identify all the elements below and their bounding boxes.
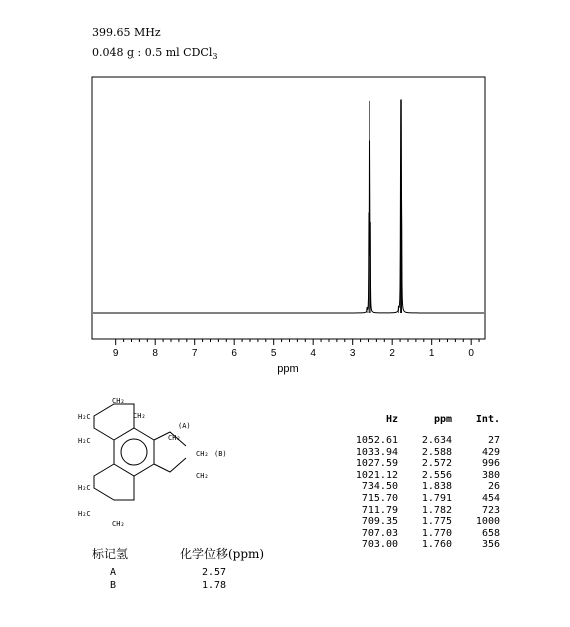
sample-unit: g [127, 46, 135, 59]
x-tick-label: 8 [152, 348, 158, 359]
peak-table [340, 414, 500, 551]
x-tick-label: 4 [310, 348, 316, 359]
x-tick-label: 1 [428, 348, 435, 359]
peak-ppm: 1.782 [421, 504, 452, 516]
x-tick-label: 6 [231, 348, 237, 359]
lower-ring-bonds [94, 464, 134, 500]
assign-col-shift: 化学位移(ppm) [180, 547, 265, 561]
spectrum-trace [93, 100, 484, 313]
peak-table-row [340, 505, 500, 517]
peak-table-row [340, 516, 500, 528]
peak-ppm: 2.588 [421, 446, 452, 458]
benzene-ring [114, 428, 154, 476]
peak-table-row [340, 528, 500, 540]
peak-int: 996 [481, 458, 500, 470]
x-tick-label: 5 [270, 348, 277, 359]
peak-hz: 1027.59 [355, 458, 398, 470]
assign-row-b-shift: 1.78 [202, 580, 227, 591]
peak-ppm: 1.791 [421, 492, 452, 504]
assign-row-a-label: A [110, 567, 117, 578]
peak-table-row [340, 447, 500, 459]
peak-table-header [340, 414, 500, 435]
peak-table-row [340, 470, 500, 482]
col-int: Int. [475, 414, 500, 425]
peak-table-row [340, 458, 500, 470]
peak-ppm: 1.770 [421, 527, 452, 539]
peak-hz: 711.79 [361, 504, 398, 516]
sample-solvent: : 0.5 ml CDCl [134, 46, 213, 59]
structure-label-10: CH₂ [112, 520, 125, 528]
peak-hz: 1052.61 [355, 435, 398, 446]
x-axis-tick-labels [113, 348, 474, 359]
spectrometer-frequency: 399.65 MHz [92, 26, 161, 39]
peak-int: 356 [481, 539, 500, 551]
peak-int: 454 [481, 492, 500, 504]
sample-solvent-subscript: 3 [212, 52, 218, 62]
peak-hz: 734.50 [361, 481, 398, 493]
right-lower-chain [154, 458, 186, 472]
peak-ppm: 1.838 [421, 481, 452, 493]
peak-ppm: 2.572 [421, 458, 452, 470]
col-ppm: ppm [433, 414, 452, 425]
x-tick-label: 0 [468, 348, 474, 359]
peak-ppm: 2.634 [421, 435, 452, 446]
structure-label-6: CH₂ [196, 450, 209, 458]
col-hz: Hz [385, 414, 398, 425]
structure-label-8: H₂C [78, 484, 91, 492]
x-tick-label: 3 [349, 348, 356, 359]
structure-label-5: CH₂ [133, 412, 146, 420]
peak-int: 26 [487, 481, 500, 493]
peak-int: 27 [487, 435, 500, 446]
structure-label-b: (B) [214, 450, 227, 458]
peak-int: 658 [481, 527, 500, 539]
peak-table-row [340, 481, 500, 493]
structure-label-2: CH₂ [112, 397, 125, 405]
peak-table-row [340, 493, 500, 505]
structure-labels [78, 397, 227, 528]
peak-hz: 1021.12 [355, 469, 398, 481]
x-axis-label: ppm [277, 363, 299, 375]
plot-frame [92, 77, 485, 339]
structure-label-9: H₂C [78, 510, 91, 518]
peak-hz: 703.00 [361, 539, 398, 551]
peak-int: 380 [481, 469, 500, 481]
structure-label-a: (A) [178, 422, 191, 430]
peak-table-row [340, 435, 500, 447]
assign-row-a-shift: 2.57 [202, 567, 227, 578]
peak-hz: 709.35 [361, 516, 398, 528]
aromatic-circle [121, 439, 147, 465]
peak-int: 1000 [475, 516, 500, 528]
peak-int: 723 [481, 504, 500, 516]
peak-hz: 1033.94 [355, 446, 398, 458]
x-tick-label: 7 [191, 348, 198, 359]
structure-label-3: H₂C [78, 437, 91, 445]
upper-ring-bonds [94, 404, 134, 440]
structure-label-7: CH₂ [196, 472, 209, 480]
peak-ppm: 1.760 [421, 539, 452, 551]
peak-hz: 707.03 [361, 527, 398, 539]
peak-table-row [340, 539, 500, 551]
peak-ppm: 2.556 [421, 469, 452, 481]
x-axis-ticks [116, 339, 479, 345]
x-tick-label: 2 [389, 348, 395, 359]
sample-amount: 0.048 [92, 46, 127, 59]
structure-label-4: CH₂ [168, 434, 181, 442]
peak-marks [367, 100, 402, 313]
assign-row-b-label: B [110, 580, 117, 591]
peak-hz: 715.70 [361, 492, 398, 504]
peak-ppm: 1.775 [421, 516, 452, 528]
peak-int: 429 [481, 446, 500, 458]
x-tick-label: 9 [112, 348, 119, 359]
assign-col-label: 标记氢 [92, 547, 129, 561]
structure-label-1: H₂C [78, 413, 91, 421]
